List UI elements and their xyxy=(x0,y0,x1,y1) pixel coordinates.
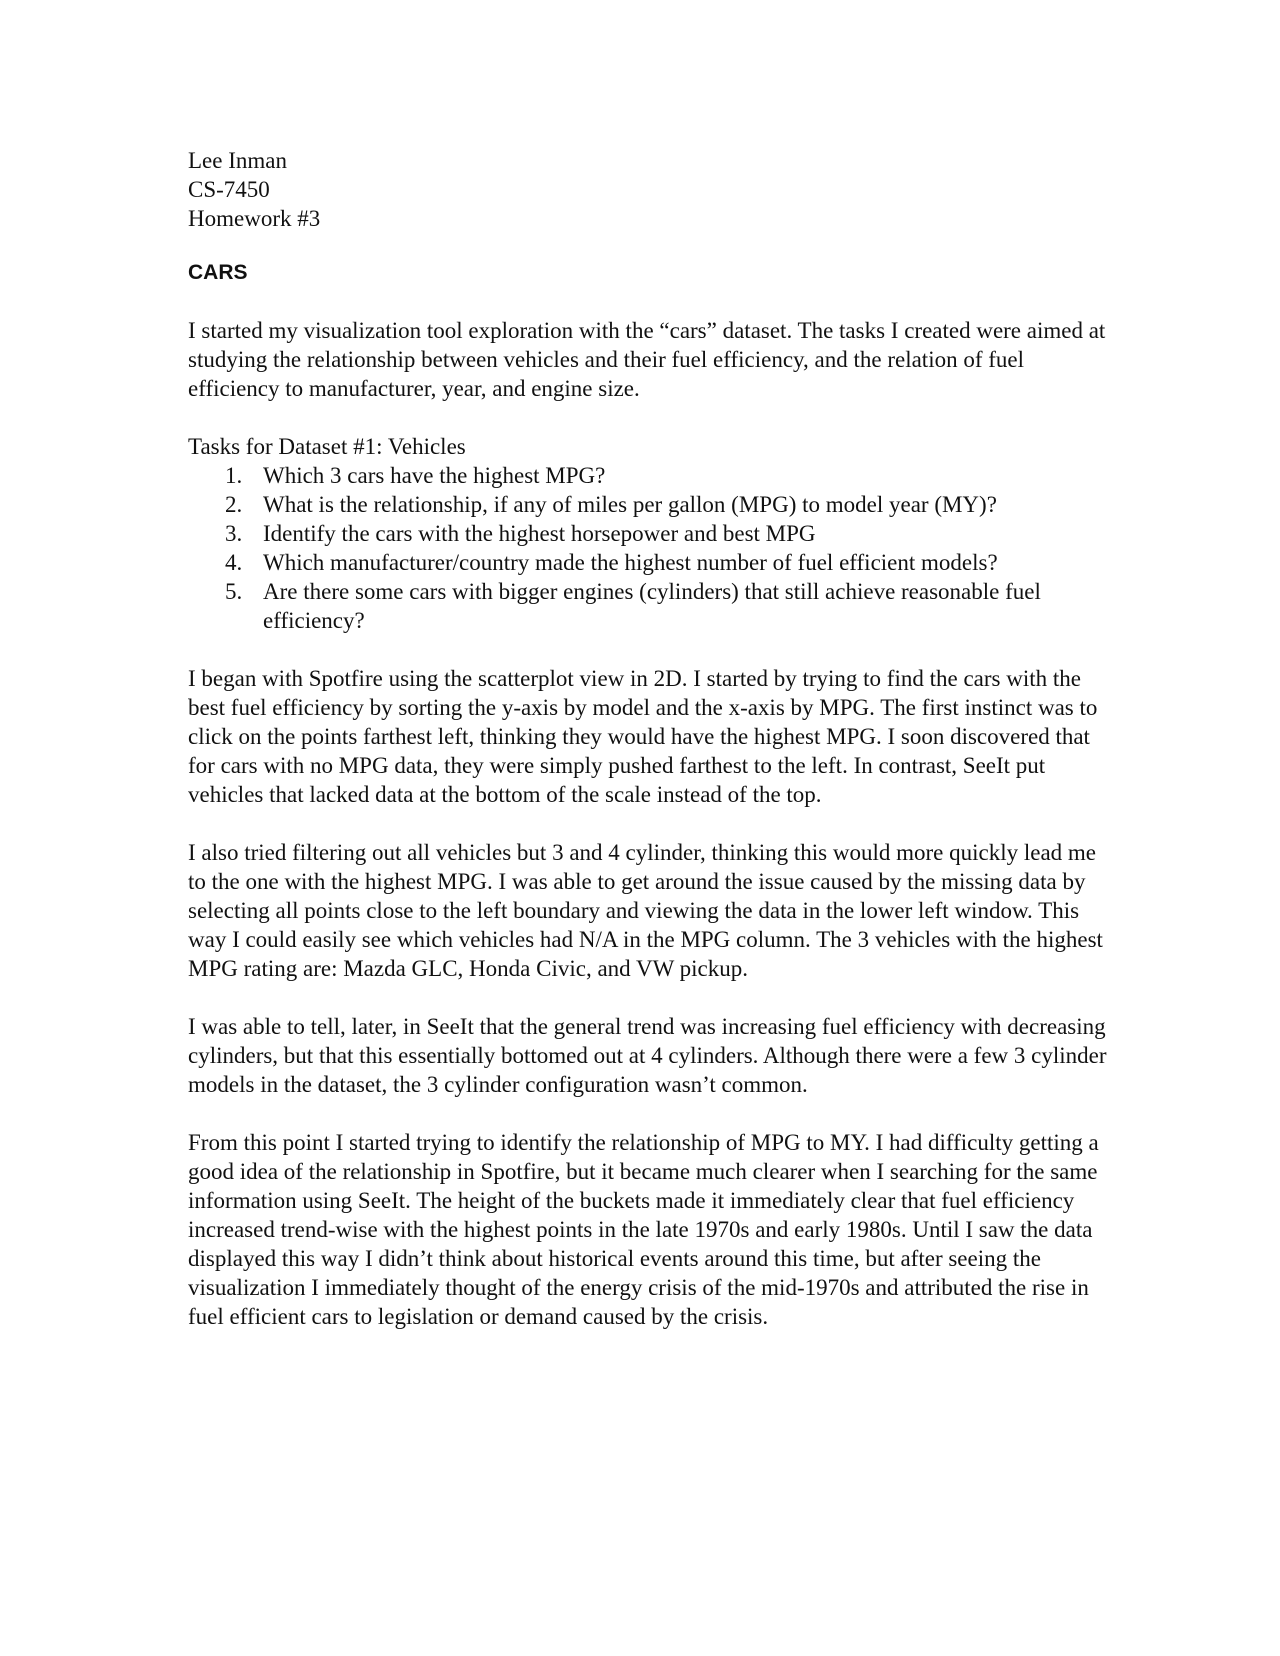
intro-paragraph: I started my visualization tool exploration with the “cars” dataset. The tasks I created were aimed at studying the relationship between vehicles and their fuel efficiency, and the relation of fuel efficiency to manufacturer, year, and engine size. xyxy=(188,318,1106,401)
tasks-title: Tasks for Dataset #1: Vehicles xyxy=(188,434,466,459)
body-paragraph: I was able to tell, later, in SeeIt that the general trend was increasing fuel efficiency with decreasing cylinders, but that this essentially bottomed out at 4 cylinders. Although there were a few 3 cylinder models in the dataset, the 3 cylinder configuration wasn’t common. xyxy=(188,1014,1107,1097)
list-item xyxy=(188,519,1108,548)
section-title: CARS xyxy=(188,261,248,284)
list-item-number: 1. xyxy=(225,463,243,488)
list-item-text: Which 3 cars have the highest MPG? xyxy=(263,463,606,488)
assignment-title: Homework #3 xyxy=(188,206,321,231)
list-item xyxy=(188,548,1108,577)
body-paragraph: From this point I started trying to identify the relationship of MPG to MY. I had difficulty getting a good idea of the relationship in Spotfire, but it became much clearer when I searching for the same information using SeeIt. The height of the buckets made it immediately clear that fuel efficiency increased trend-wise with the highest points in the late 1970s and early 1980s. Until I saw the data displayed this way I didn’t think about historical events around this time, but after seeing the visualization I immediately thought of the energy crisis of the mid-1970s and attributed the rise in fuel efficient cars to legislation or demand caused by the crisis. xyxy=(188,1130,1099,1329)
list-item-text: Are there some cars with bigger engines (cylinders) that still achieve reasonable fuel efficiency? xyxy=(263,579,1041,633)
list-item-number: 3. xyxy=(225,521,243,546)
document-page xyxy=(188,146,1108,1331)
body-paragraph: I also tried filtering out all vehicles but 3 and 4 cylinder, thinking this would more quickly lead me to the one with the highest MPG. I was able to get around the issue caused by the missing data by selecting all points close to the left boundary and viewing the data in the lower left window. This way I could easily see which vehicles had N/A in the MPG column. The 3 vehicles with the highest MPG rating are: Mazda GLC, Honda Civic, and VW pickup. xyxy=(188,840,1103,981)
author-name: Lee Inman xyxy=(188,148,287,173)
list-item xyxy=(188,461,1108,490)
list-item-number: 4. xyxy=(225,550,243,575)
tasks-list xyxy=(188,461,1108,635)
list-item-text: Identify the cars with the highest horsepower and best MPG xyxy=(263,521,816,546)
document-header xyxy=(188,146,1108,233)
list-item-text: Which manufacturer/country made the highest number of fuel efficient models? xyxy=(263,550,998,575)
list-item-number: 2. xyxy=(225,492,243,517)
list-item xyxy=(188,490,1108,519)
list-item xyxy=(188,577,1108,635)
list-item-number: 5. xyxy=(225,579,243,604)
body-paragraph: I began with Spotfire using the scatterplot view in 2D. I started by trying to find the cars with the best fuel efficiency by sorting the y-axis by model and the x-axis by MPG. The first instinct was to click on the points farthest left, thinking they would have the highest MPG. I soon discovered that for cars with no MPG data, they were simply pushed farthest to the left. In contrast, SeeIt put vehicles that lacked data at the bottom of the scale instead of the top. xyxy=(188,666,1098,807)
course-code: CS-7450 xyxy=(188,177,270,202)
list-item-text: What is the relationship, if any of miles per gallon (MPG) to model year (MY)? xyxy=(263,492,997,517)
